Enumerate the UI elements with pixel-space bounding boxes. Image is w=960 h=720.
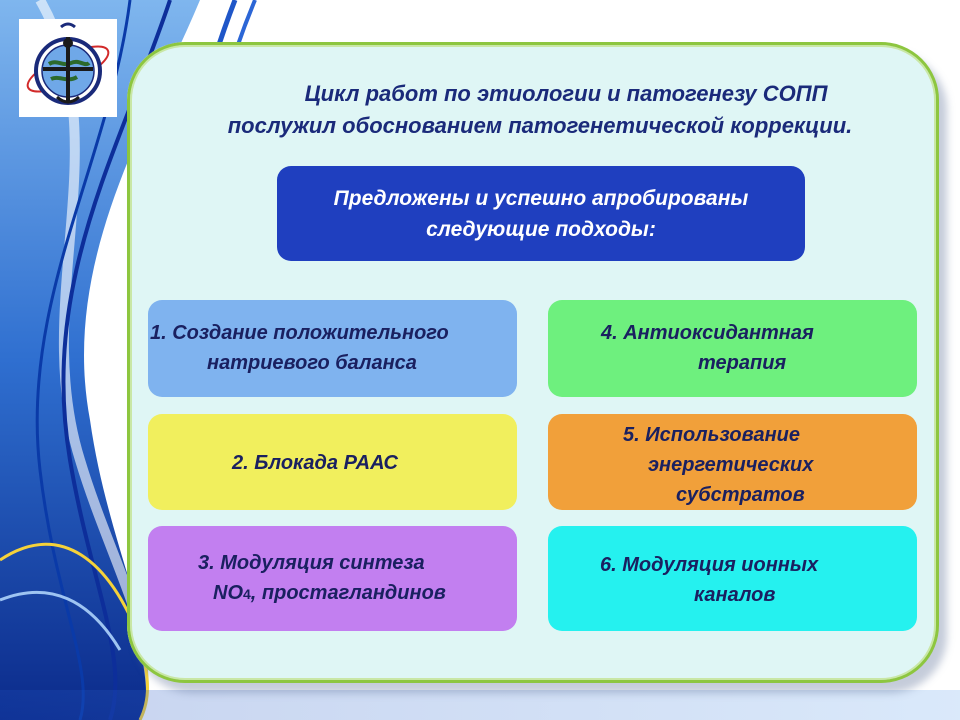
card-2-line-1: 2. Блокада РААС — [232, 452, 398, 474]
card-1-line-2: натриевого баланса — [207, 352, 417, 374]
card-5-line-2: энергетических — [648, 454, 814, 476]
card-6-line-2: каналов — [694, 584, 776, 606]
title-line-2: послужил обоснованием патогенетической коррекции. — [227, 113, 853, 138]
card-3-prostaglandins: , простагландинов — [250, 582, 446, 604]
page-title — [140, 78, 940, 142]
card-1-line-1: 1. Создание положительного — [150, 322, 449, 344]
subtitle-line-2: следующие подходы: — [426, 218, 656, 241]
subtitle-line-1: Предложены и успешно апробированы — [333, 187, 749, 210]
title-line-1: Цикл работ по этиологии и патогенезу СОПП — [304, 81, 828, 106]
card-3-line-2 — [213, 578, 582, 609]
card-4-line-2: терапия — [698, 352, 787, 374]
approach-card-6 — [548, 526, 917, 631]
approach-card-3 — [148, 526, 517, 631]
card-5-line-1: 5. Использование — [623, 424, 801, 446]
card-3-no: NO — [213, 582, 243, 604]
subtitle-box — [277, 166, 805, 261]
approach-card-5 — [548, 414, 917, 510]
card-6-line-1: 6. Модуляция ионных — [600, 554, 819, 576]
logo — [19, 19, 117, 117]
card-5-line-3: субстратов — [676, 484, 805, 506]
approach-card-1 — [148, 300, 517, 397]
card-4-line-1: 4. Антиоксидантная — [601, 322, 814, 344]
card-3-line-1: 3. Модуляция синтеза — [198, 552, 425, 574]
card-3-subscript: 4 — [243, 586, 251, 602]
approach-card-2 — [148, 414, 517, 510]
approach-card-4 — [548, 300, 917, 397]
anchor-globe-emblem-icon — [19, 19, 117, 117]
